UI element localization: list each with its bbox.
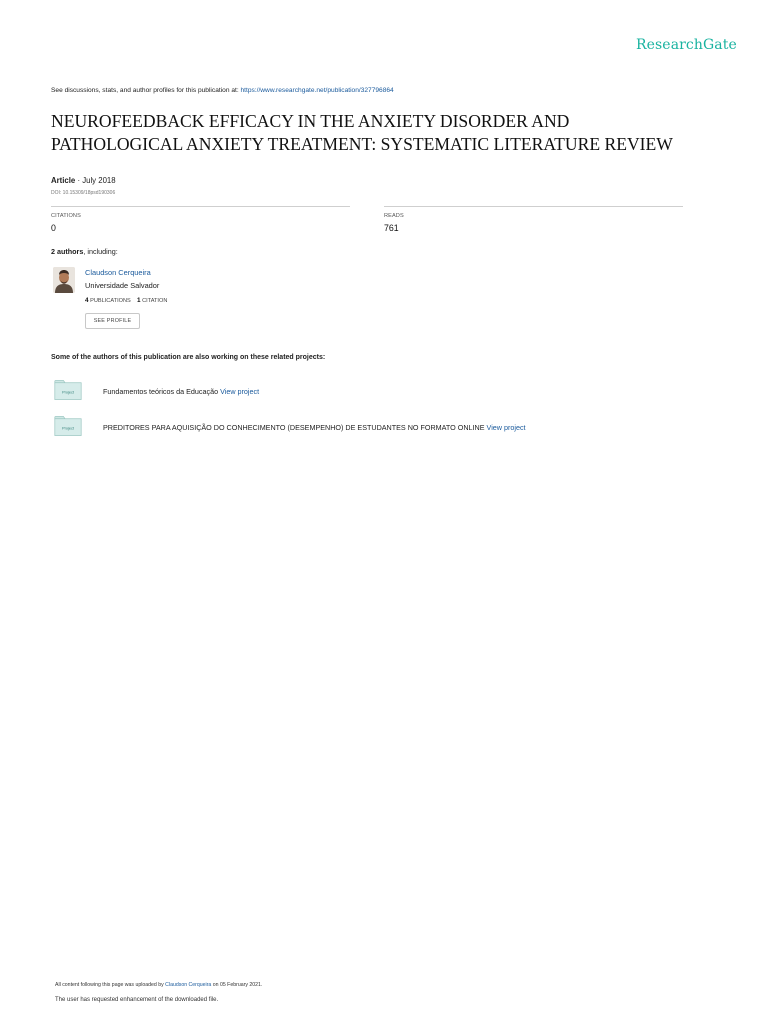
avatar[interactable]: [53, 267, 75, 293]
authors-suffix: , including:: [83, 247, 118, 256]
reads-label: READS: [384, 213, 404, 219]
authors-heading: [51, 247, 118, 256]
discussion-prefix: See discussions, stats, and author profiles for this publication at:: [51, 87, 241, 94]
enhancement-note: The user has requested enhancement of the downloaded file.: [55, 997, 219, 1003]
upload-suffix: on 05 February 2021.: [211, 982, 263, 988]
citations-label: CITATIONS: [51, 213, 81, 219]
article-meta: [51, 176, 116, 185]
discussion-line: [51, 87, 394, 94]
project-icon: [53, 380, 83, 405]
author-publications-label: PUBLICATIONS: [90, 298, 131, 304]
citations-divider: [51, 206, 350, 207]
project-icon-label: Project: [62, 390, 74, 395]
authors-count: 2 authors: [51, 247, 84, 256]
author-citations-label: CITATION: [142, 298, 168, 304]
person-photo-icon: [53, 267, 75, 293]
uploader-link[interactable]: Claudson Cerqueira: [165, 982, 212, 988]
author-institution: Universidade Salvador: [85, 281, 160, 290]
page-title: [51, 110, 731, 155]
title-line-2: PATHOLOGICAL ANXIETY TREATMENT: SYSTEMATIC LITERATURE REVIEW: [51, 133, 673, 154]
project-icon: [53, 416, 83, 441]
author-citations-count: 1: [136, 297, 141, 304]
list-item: [103, 423, 526, 432]
reads-divider: [384, 206, 683, 207]
article-date: · July 2018: [75, 176, 116, 185]
article-doi: DOI: 10.15309/18psd190306: [51, 190, 116, 196]
upload-prefix: All content following this page was uploaded by: [55, 982, 166, 988]
view-project-link[interactable]: View project: [486, 423, 526, 432]
list-item: [103, 387, 259, 396]
related-projects-heading: Some of the authors of this publication are also working on these related projects:: [51, 354, 326, 361]
title-line-1: NEUROFEEDBACK EFFICACY IN THE ANXIETY DISORDER AND: [51, 111, 570, 131]
view-project-link[interactable]: View project: [220, 387, 260, 396]
author-stats: [85, 297, 167, 304]
researchgate-logo[interactable]: ResearchGate: [636, 37, 737, 53]
author-name-link[interactable]: Claudson Cerqueira: [85, 268, 151, 277]
project-title: PREDITORES PARA AQUISIÇÃO DO CONHECIMENTO (DESEMPENHO) DE ESTUDANTES NO FORMATO ONLINE: [103, 423, 487, 432]
upload-note: [55, 982, 262, 988]
citations-value: 0: [51, 223, 56, 233]
project-icon-label: Project: [62, 426, 74, 431]
reads-value: 761: [384, 223, 399, 233]
publication-url-link[interactable]: https://www.researchgate.net/publication/327796864: [240, 87, 394, 94]
see-profile-button[interactable]: SEE PROFILE: [85, 313, 140, 329]
article-type: Article: [51, 176, 76, 185]
project-title: Fundamentos teóricos da Educação: [103, 387, 221, 396]
author-publications-count: 4: [85, 297, 89, 304]
